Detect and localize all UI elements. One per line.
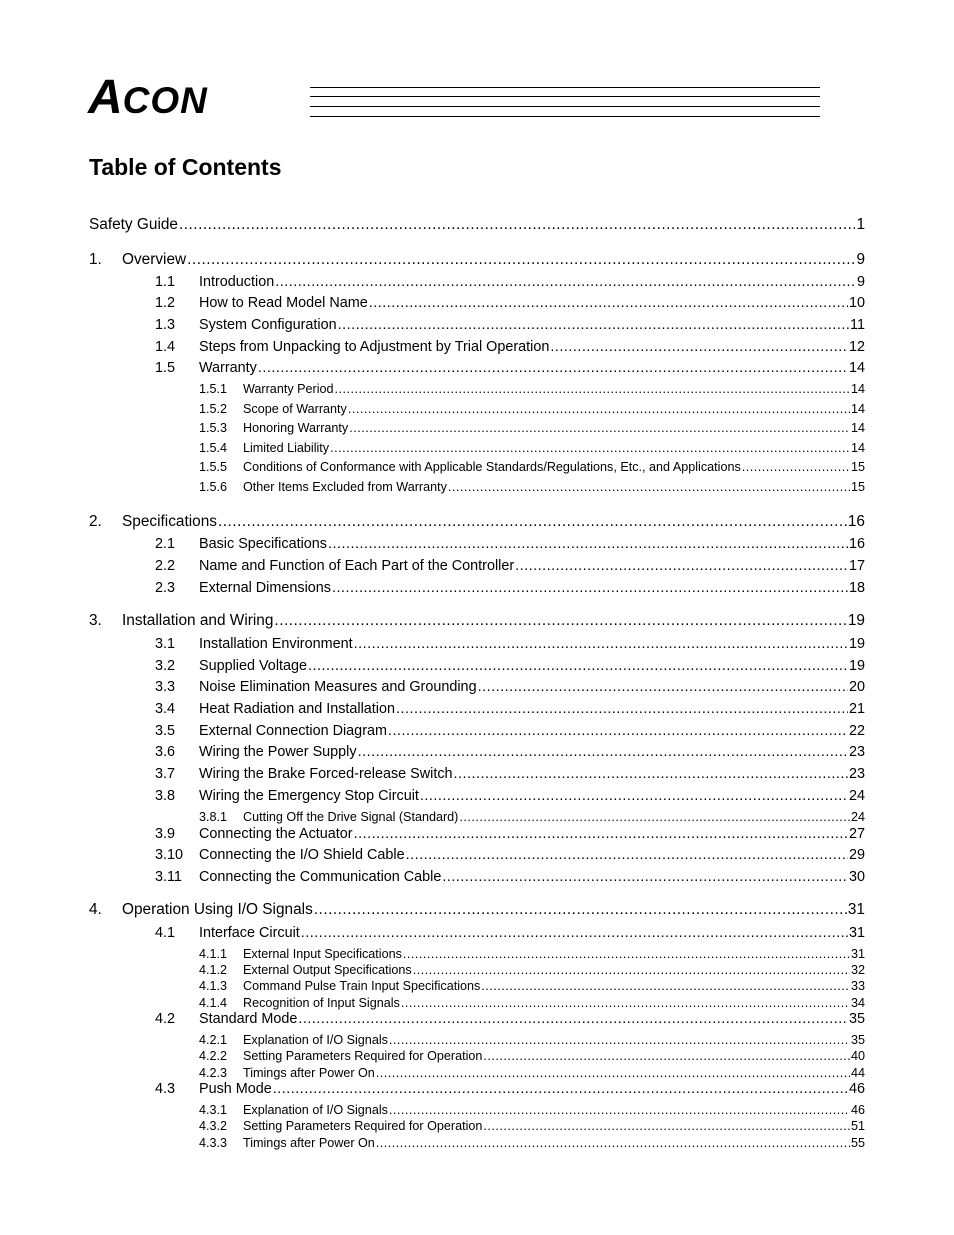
toc-leader-dots	[406, 847, 848, 863]
toc-leader-dots	[389, 1033, 850, 1047]
toc-section-entry	[155, 658, 865, 674]
toc-entry-number: 4.1.3	[199, 979, 228, 993]
toc-entry-number: 4.3.3	[199, 1136, 228, 1150]
toc-entry-title: Timings after Power On	[243, 1066, 375, 1080]
toc-leader-dots	[742, 460, 850, 474]
toc-entry-title: System Configuration	[199, 317, 337, 333]
toc-section-entry	[155, 925, 865, 941]
toc-entry-number: 3.8	[155, 788, 176, 804]
toc-leader-dots	[275, 274, 856, 290]
toc-section-entry	[155, 869, 865, 885]
toc-leader-dots	[218, 513, 847, 531]
toc-entry-title: Warranty	[199, 360, 257, 376]
toc-section-entry	[155, 788, 865, 804]
toc-section-entry	[155, 679, 865, 695]
toc-leader-dots	[298, 1011, 848, 1027]
toc-leader-dots	[338, 317, 849, 333]
toc-entry-title: Scope of Warranty	[243, 402, 347, 416]
toc-entry-number: 4.	[89, 901, 102, 918]
toc-entry-number: 3.7	[155, 766, 176, 782]
toc-section-entry	[155, 1011, 865, 1027]
toc-entry-number: 3.4	[155, 701, 176, 717]
toc-chapter-entry	[89, 901, 865, 919]
toc-leader-dots	[448, 480, 850, 494]
toc-entry-page: 14	[848, 360, 865, 376]
toc-leader-dots	[349, 421, 850, 435]
toc-section-entry	[155, 580, 865, 596]
toc-entry-number: 2.	[89, 513, 102, 530]
toc-entry-page: 16	[847, 513, 865, 530]
toc-leader-dots	[454, 766, 848, 782]
toc-leader-dots	[459, 810, 850, 824]
toc-entry-page: 34	[850, 996, 865, 1010]
toc-section-entry	[155, 723, 865, 739]
toc-leader-dots	[478, 679, 848, 695]
toc-entry-number: 3.6	[155, 744, 176, 760]
toc-subsection-entry	[199, 1033, 865, 1047]
toc-entry-page: 9	[856, 274, 865, 290]
toc-entry-number: 4.1.2	[199, 963, 228, 977]
toc-entry-title: How to Read Model Name	[199, 295, 368, 311]
toc-entry-page: 15	[850, 460, 865, 474]
toc-section-entry	[155, 274, 865, 290]
toc-entry-title: External Output Specifications	[243, 963, 412, 977]
toc-subsection-entry	[199, 1066, 865, 1080]
toc-entry-number: 3.11	[155, 869, 182, 885]
toc-entry-page: 12	[848, 339, 865, 355]
toc-entry-title: Wiring the Brake Forced-release Switch	[199, 766, 453, 782]
toc-entry-title: Noise Elimination Measures and Grounding	[199, 679, 477, 695]
toc-entry-title: Installation and Wiring	[122, 612, 274, 629]
logo-wordmark	[88, 71, 208, 124]
toc-leader-dots	[179, 216, 855, 234]
toc-entry-number: 4.3.2	[199, 1119, 228, 1133]
toc-entry-page: 19	[848, 658, 865, 674]
page-title: Table of Contents	[89, 154, 282, 180]
toc-entry-page: 20	[848, 679, 865, 695]
toc-entry-title: Push Mode	[199, 1081, 272, 1097]
toc-leader-dots	[389, 1103, 850, 1117]
toc-entry-page: 35	[850, 1033, 865, 1047]
toc-leader-dots	[332, 580, 848, 596]
toc-chapter-entry	[89, 612, 865, 630]
toc-entry-number: 1.2	[155, 295, 176, 311]
toc-entry-number: 1.5.3	[199, 421, 228, 435]
toc-chapter-entry	[89, 216, 865, 234]
toc-entry-number: 1.	[89, 251, 102, 268]
toc-leader-dots	[369, 295, 848, 311]
toc-entry-number: 4.2.2	[199, 1049, 228, 1063]
toc-entry-number: 3.	[89, 612, 102, 629]
toc-entry-title: Specifications	[122, 513, 217, 530]
toc-entry-number: 1.1	[155, 274, 176, 290]
toc-leader-dots	[354, 826, 848, 842]
toc-entry-page: 46	[848, 1081, 865, 1097]
toc-entry-title: Supplied Voltage	[199, 658, 308, 674]
toc-entry-title: Cutting Off the Drive Signal (Standard)	[243, 810, 459, 824]
toc-entry-number: 4.1.1	[199, 947, 228, 961]
toc-entry-title: Connecting the Actuator	[199, 826, 353, 842]
toc-leader-dots	[481, 979, 850, 993]
toc-section-entry	[155, 339, 865, 355]
toc-entry-title: Timings after Power On	[243, 1136, 375, 1150]
toc-subsection-entry	[199, 382, 865, 396]
toc-section-entry	[155, 317, 865, 333]
toc-subsection-entry	[199, 1103, 865, 1117]
toc-entry-number: 3.8.1	[199, 810, 228, 824]
toc-entry-title: Standard Mode	[199, 1011, 298, 1027]
toc-entry-page: 51	[850, 1119, 865, 1133]
toc-subsection-entry	[199, 979, 865, 993]
toc-entry-number: 4.2.3	[199, 1066, 228, 1080]
toc-section-entry	[155, 766, 865, 782]
toc-subsection-entry	[199, 441, 865, 455]
toc-subsection-entry	[199, 963, 865, 977]
toc-entry-title: Other Items Excluded from Warranty	[243, 480, 447, 494]
toc-entry-page: 21	[848, 701, 865, 717]
toc-entry-title: Connecting the Communication Cable	[199, 869, 442, 885]
toc-entry-number: 3.9	[155, 826, 176, 842]
toc-subsection-entry	[199, 947, 865, 961]
toc-subsection-entry	[199, 421, 865, 435]
toc-entry-number: 1.5.4	[199, 441, 228, 455]
toc-entry-title: Recognition of Input Signals	[243, 996, 400, 1010]
toc-entry-number: 4.3.1	[199, 1103, 228, 1117]
toc-entry-page: 9	[856, 251, 865, 268]
toc-entry-title: Honoring Warranty	[243, 421, 349, 435]
toc-entry-number: 1.5.2	[199, 402, 228, 416]
toc-entry-number: 2.2	[155, 558, 176, 574]
toc-entry-title: Interface Circuit	[199, 925, 300, 941]
toc-chapter-entry	[89, 513, 865, 531]
toc-entry-page: 22	[848, 723, 865, 739]
toc-entry-page: 31	[850, 947, 865, 961]
toc-leader-dots	[413, 963, 850, 977]
toc-entry-number: 1.3	[155, 317, 176, 333]
toc-entry-number: 3.10	[155, 847, 184, 863]
toc-entry-title: Overview	[122, 251, 187, 268]
toc-section-entry	[155, 558, 865, 574]
toc-leader-dots	[348, 402, 850, 416]
toc-entry-number: 3.2	[155, 658, 176, 674]
toc-entry-page: 35	[848, 1011, 865, 1027]
toc-entry-page: 30	[848, 869, 865, 885]
toc-entry-page: 16	[848, 536, 865, 552]
toc-entry-page: 11	[850, 317, 865, 333]
toc-entry-page: 10	[848, 295, 865, 311]
toc-subsection-entry	[199, 996, 865, 1010]
toc-entry-page: 40	[850, 1049, 865, 1063]
toc-entry-page: 14	[850, 402, 865, 416]
toc-subsection-entry	[199, 810, 865, 824]
logo-rule-lines	[310, 87, 820, 119]
toc-leader-dots	[330, 441, 850, 455]
toc-entry-title: External Connection Diagram	[199, 723, 387, 739]
toc-entry-title: Steps from Unpacking to Adjustment by Trial Operation	[199, 339, 550, 355]
toc-leader-dots	[376, 1066, 850, 1080]
toc-entry-number: 4.2	[155, 1011, 176, 1027]
toc-section-entry	[155, 826, 865, 842]
toc-entry-title: Wiring the Emergency Stop Circuit	[199, 788, 419, 804]
toc-entry-number: 1.5.6	[199, 480, 228, 494]
toc-entry-title: Limited Liability	[243, 441, 330, 455]
toc-entry-title: Explanation of I/O Signals	[243, 1103, 388, 1117]
toc-leader-dots	[420, 788, 848, 804]
toc-section-entry	[155, 1081, 865, 1097]
toc-entry-title: Introduction	[199, 274, 275, 290]
toc-entry-page: 32	[850, 963, 865, 977]
toc-entry-page: 55	[850, 1136, 865, 1150]
toc-entry-title: Warranty Period	[243, 382, 334, 396]
toc-subsection-entry	[199, 1119, 865, 1133]
toc-leader-dots	[314, 901, 847, 919]
toc-leader-dots	[328, 536, 848, 552]
toc-entry-title: Wiring the Power Supply	[199, 744, 357, 760]
toc-leader-dots	[483, 1049, 850, 1063]
toc-leader-dots	[483, 1119, 850, 1133]
toc-subsection-entry	[199, 460, 865, 474]
toc-entry-number: 3.1	[155, 636, 176, 652]
toc-entry-title: Explanation of I/O Signals	[243, 1033, 388, 1047]
toc-entry-title: Setting Parameters Required for Operation	[243, 1119, 483, 1133]
toc-leader-dots	[335, 382, 850, 396]
toc-section-entry	[155, 536, 865, 552]
toc-entry-number: 3.3	[155, 679, 176, 695]
toc-section-entry	[155, 295, 865, 311]
toc-leader-dots	[396, 701, 848, 717]
toc-entry-page: 31	[847, 901, 865, 918]
toc-leader-dots	[301, 925, 848, 941]
toc-subsection-entry	[199, 1136, 865, 1150]
toc-leader-dots	[354, 636, 848, 652]
toc-entry-title: Name and Function of Each Part of the Controller	[199, 558, 515, 574]
toc-entry-page: 19	[847, 612, 865, 629]
toc-leader-dots	[258, 360, 848, 376]
toc-entry-number: 4.3	[155, 1081, 176, 1097]
toc-entry-page: 1	[856, 216, 865, 233]
acon-logo	[88, 71, 823, 126]
toc-entry-page: 27	[848, 826, 865, 842]
toc-entry-number: 4.1.4	[199, 996, 228, 1010]
toc-entry-page: 15	[850, 480, 865, 494]
toc-entry-number: 1.5.5	[199, 460, 228, 474]
toc-entry-title: Conditions of Conformance with Applicable Standards/Regulations, Etc., and Applications	[243, 460, 741, 474]
toc-entry-page: 14	[850, 441, 865, 455]
toc-subsection-entry	[199, 480, 865, 494]
toc-entry-number: 1.5.1	[199, 382, 228, 396]
toc-entry-number: 1.5	[155, 360, 176, 376]
toc-entry-page: 24	[850, 810, 865, 824]
toc-leader-dots	[274, 612, 846, 630]
toc-leader-dots	[515, 558, 848, 574]
toc-entry-page: 23	[848, 744, 865, 760]
toc-section-entry	[155, 360, 865, 376]
toc-entry-page: 46	[850, 1103, 865, 1117]
toc-leader-dots	[442, 869, 848, 885]
toc-entry-page: 19	[848, 636, 865, 652]
toc-entry-title: Installation Environment	[199, 636, 353, 652]
toc-entry-title: Command Pulse Train Input Specifications	[243, 979, 481, 993]
toc-section-entry	[155, 847, 865, 863]
toc-leader-dots	[388, 723, 848, 739]
toc-entry-page: 24	[848, 788, 865, 804]
toc-entry-title: Safety Guide	[89, 216, 178, 233]
toc-leader-dots	[308, 658, 848, 674]
toc-entry-page: 17	[848, 558, 865, 574]
toc-section-entry	[155, 744, 865, 760]
toc-entry-page: 29	[848, 847, 865, 863]
toc-leader-dots	[358, 744, 848, 760]
toc-entry-title: External Input Specifications	[243, 947, 402, 961]
toc-section-entry	[155, 701, 865, 717]
toc-leader-dots	[376, 1136, 850, 1150]
toc-entry-number: 1.4	[155, 339, 176, 355]
logo-big-letter: A	[88, 71, 123, 124]
toc-leader-dots	[187, 251, 855, 269]
toc-entry-number: 2.1	[155, 536, 176, 552]
toc-entry-title: Operation Using I/O Signals	[122, 901, 313, 918]
toc-entry-title: Heat Radiation and Installation	[199, 701, 396, 717]
toc-entry-page: 14	[850, 382, 865, 396]
toc-entry-title: Setting Parameters Required for Operation	[243, 1049, 483, 1063]
toc-leader-dots	[401, 996, 850, 1010]
toc-entry-page: 31	[848, 925, 865, 941]
toc-entry-title: External Dimensions	[199, 580, 331, 596]
toc-entry-page: 18	[848, 580, 865, 596]
toc-entry-title: Connecting the I/O Shield Cable	[199, 847, 405, 863]
toc-entry-page: 44	[850, 1066, 865, 1080]
toc-entry-page: 14	[850, 421, 865, 435]
toc-leader-dots	[403, 947, 850, 961]
toc-entry-number: 2.3	[155, 580, 176, 596]
toc-leader-dots	[550, 339, 848, 355]
toc-entry-page: 23	[848, 766, 865, 782]
toc-entry-number: 3.5	[155, 723, 176, 739]
toc-entry-title: Basic Specifications	[199, 536, 327, 552]
toc-entry-number: 4.2.1	[199, 1033, 228, 1047]
toc-subsection-entry	[199, 402, 865, 416]
logo-rest: CON	[122, 80, 208, 121]
toc-chapter-entry	[89, 251, 865, 269]
toc-leader-dots	[273, 1081, 848, 1097]
toc-entry-page: 33	[850, 979, 865, 993]
toc-entry-number: 4.1	[155, 925, 176, 941]
toc-section-entry	[155, 636, 865, 652]
toc-subsection-entry	[199, 1049, 865, 1063]
